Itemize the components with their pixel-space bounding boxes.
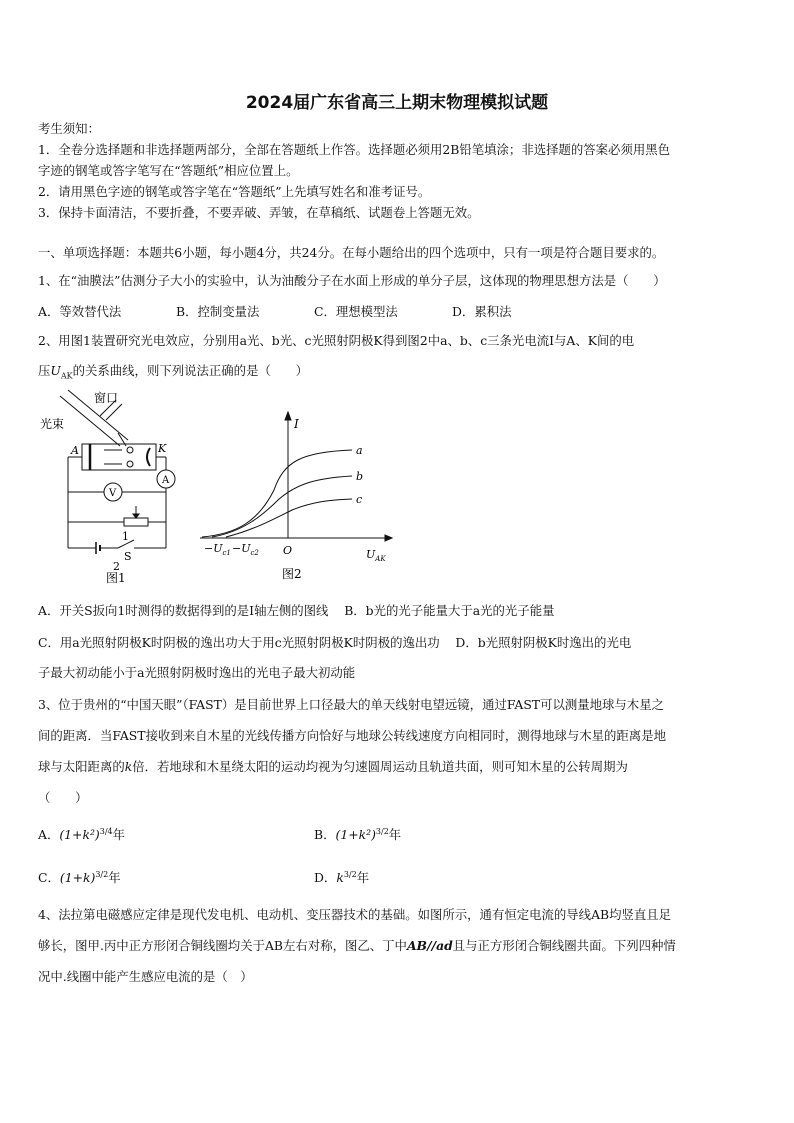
- fig2-y-axis-label: I: [294, 417, 299, 431]
- fig1-switch-label: S: [124, 550, 132, 563]
- q2-option-b: B．b光的光子能量大于a光的光子能量: [344, 603, 555, 618]
- q3-option-b: B．$(1+k^2)^{3/2}$年: [314, 826, 402, 842]
- q4-line1: 4、法拉第电磁感应定律是现代发电机、电动机、变压器技术的基础。如图所示，通有恒定电流的导线AB均竖直且足: [38, 907, 672, 922]
- fig2-uc1-label: $-U_{c1}$: [204, 542, 231, 557]
- q4-line3: 况中.线圈中能产生感应电流的是（ ）: [38, 969, 253, 984]
- curve-a: [202, 450, 352, 537]
- fig2-origin-label: O: [283, 544, 293, 557]
- fig1-beam-label: 光束: [40, 417, 65, 431]
- fig2-caption: 图2: [282, 567, 302, 581]
- q1-option-a: A．等效替代法: [38, 304, 122, 319]
- fig1-window-label: 窗口: [94, 391, 119, 405]
- figure-1-circuit: [38, 388, 188, 588]
- fig1-caption: 图1: [106, 571, 126, 585]
- notice-item-1: 1．全卷分选择题和非选择题两部分，全部在答题纸上作答。选择题必须用2B铅笔填涂；非选择题的答案必须用黑色: [38, 142, 671, 157]
- q2-stem-line2: 压$U_{AK}$的关系曲线，则下列说法正确的是（ ）: [38, 363, 309, 381]
- q3-blank: （ ）: [38, 790, 88, 805]
- fig1-voltmeter-label: V: [109, 488, 117, 499]
- q2-stem-line1: 2、用图1装置研究光电效应，分别用a光、b光、c光照射阴极K得到图2中a、b、c三条光电流I与A、K间的电: [38, 333, 635, 348]
- fig2-curve-a-label: a: [356, 444, 363, 457]
- notice-heading: 考生须知：: [38, 121, 100, 136]
- q2-option-a: A．开关S扳向1时测得的数据得到的是I轴左侧的图线 B．b光的光子能量大于a光的光子能量: [38, 603, 555, 618]
- figure-2-graph: [196, 410, 396, 582]
- q2-option-c-line: [38, 634, 631, 652]
- fig1-switch-pos-2: 2: [113, 560, 120, 573]
- notice-item-3: 3．保持卡面清洁，不要折叠，不要弄破、弄皱，在草稿纸、试题卷上答题无效。: [38, 205, 480, 220]
- q3-line2: 间的距离．当FAST接收到来自木星的光线传播方向恰好与地球公转线速度方向相同时，测得地球与木星的距离是地: [38, 728, 666, 743]
- section-heading: 一、单项选择题：本题共6小题，每小题4分，共24分。在每小题给出的四个选项中，只有一项是符合题目要求的。: [38, 245, 665, 260]
- q2-option-d: D．b光照射阴极K时逸出的光电: [455, 635, 632, 650]
- q3-option-c: C．$(1+k)^{3/2}$年: [38, 869, 121, 885]
- q2-option-d-cont: 子最大初动能小于a光照射阴极时逸出的光电子最大初动能: [38, 665, 356, 680]
- fig1-cathode-label: K: [158, 442, 167, 455]
- q3-line3: 球与太阳距离的k倍．若地球和木星绕太阳的运动均视为匀速圆周运动且轨道共面，则可知木星的公转周期为: [38, 759, 628, 774]
- q1-option-d: D．累积法: [452, 304, 512, 319]
- fig2-curve-b-label: b: [356, 470, 364, 483]
- q3-option-a: A．$(1+k^2)^{3/4}$年: [38, 826, 126, 842]
- q1-stem: 1、在“油膜法”估测分子大小的实验中，认为油酸分子在水面上形成的单分子层，这体现的物理思想方法是（ ）: [38, 273, 666, 288]
- q2-option-c: C．用a光照射阴极K时阴极的逸出功大于用c光照射阴极K时阴极的逸出功: [38, 635, 440, 650]
- fig2-uc2-label: $-U_{c2}$: [232, 542, 259, 557]
- fig2-curve-c-label: c: [356, 493, 363, 506]
- fig1-ammeter-label: A: [162, 475, 170, 486]
- curve-c: [226, 499, 352, 537]
- q1-option-c: C．理想模型法: [314, 304, 398, 319]
- q3-option-d: D．$k^{3/2}$年: [314, 869, 370, 885]
- q1-option-b: B．控制变量法: [176, 304, 260, 319]
- notice-item-1-cont: 字迹的钢笔或答字笔写在“答题纸”相应位置上。: [38, 163, 299, 178]
- fig1-anode-label: A: [71, 444, 79, 457]
- page-title: 2024届广东省高三上期末物理模拟试题: [245, 93, 549, 113]
- q4-line2: 够长，图甲.丙中正方形闭合铜线圈均关于AB左右对称，图乙、丁中AB//ad且与正方形闭合铜线圈共面。下列四种情: [38, 938, 676, 953]
- curve-b: [212, 476, 352, 537]
- q3-line1: 3、位于贵州的“中国天眼”（FAST）是目前世界上口径最大的单天线射电望远镜，通过FAST可以测量地球与木星之: [38, 697, 664, 712]
- fig1-switch-pos-1: 1: [122, 530, 129, 543]
- fig2-x-axis-label: $U_{AK}$: [366, 548, 386, 563]
- notice-item-2: 2．请用黑色字迹的钢笔或答字笔在“答题纸”上先填写姓名和准考证号。: [38, 184, 431, 199]
